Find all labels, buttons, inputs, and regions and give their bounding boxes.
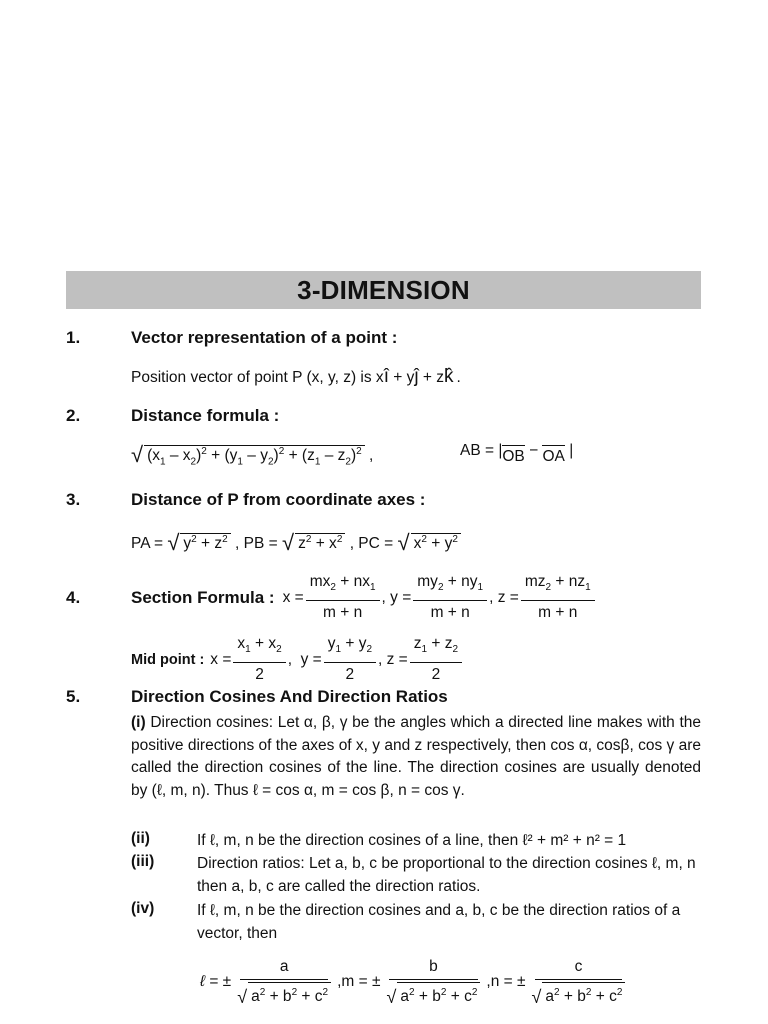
item-text: If ℓ, m, n be the direction cosines and a, b, c be the direction ratios of a vector, then: [197, 902, 681, 942]
text: |: [569, 442, 574, 459]
text: PA =: [131, 535, 164, 552]
axes-distance-formula: PA = √ $y^2 + z^2$ , PB = √ $z^2 + x^2$ , PC = √ $x^2 + y^2$: [131, 530, 461, 556]
section-formula: Section Formula : x = $\frac{mx_2 + nx_1}{m + n}$ , y = $\frac{my_2 + ny_1}{m + n}$ , z = $\frac{mz_2 + nz_1}{m + n}$: [131, 572, 597, 623]
text: AB = |: [460, 442, 503, 459]
text: + z: [418, 369, 445, 386]
section-number: 1.: [66, 328, 81, 347]
text: −: [529, 442, 539, 459]
vector-ob: OB: [502, 448, 525, 465]
title-banner: [66, 271, 701, 309]
midpoint-formula: Mid point : x = $\frac{x_1 + x_2}{2}$ , y = $\frac{y_1 + y_2}{2}$ , z = $\frac{z_1 + z_2}{2}$: [131, 634, 464, 685]
item-label: (ii): [131, 830, 150, 847]
item-text: Direction ratios: Let a, b, c be proportional to the direction cosines ℓ, m, n then a, b, c are called the direction ratios.: [197, 855, 696, 895]
section-number: 2.: [66, 406, 81, 425]
section-heading: Distance formula :: [131, 406, 280, 425]
item-label: (iv): [131, 900, 155, 917]
direction-cosines-paragraph: [131, 712, 701, 802]
paragraph-text: Direction cosines: Let α, β, γ be the angles which a directed line makes with the positive directions of the axes of x, y and z respectively, then cos α, cosβ, cos γ are called the direction cosines of the line. The direction cosines are usually denoted by (ℓ, m, n). Thus ℓ = cos α, m = cos β, n = cos γ.: [131, 714, 701, 799]
section-heading: Distance of P from coordinate axes :: [131, 490, 426, 509]
text: , PB =: [235, 535, 278, 552]
k-hat: k̂: [444, 366, 454, 387]
ab-vector-formula: [460, 440, 573, 466]
vector-oa: OA: [542, 448, 565, 465]
direction-cosine-formula: ℓ = ± $\frac{a}{√ a^2 + b^2 + c^2}$ ,m = ± $\frac{b}{√ a^2 + b^2 + c^2}$ ,n = ± $\frac{c}{√ a^2 + b^2 + c^2}$: [200, 957, 631, 1007]
section-heading: Section Formula :: [131, 587, 275, 607]
section-number: 3.: [66, 490, 81, 509]
text: , PC =: [349, 535, 394, 552]
section-number: 5.: [66, 687, 81, 706]
item-label: (i): [131, 714, 146, 731]
section-number: 4.: [66, 588, 81, 607]
i-hat: î: [383, 366, 389, 387]
item-label: (iii): [131, 853, 155, 870]
section-heading: Vector representation of a point :: [131, 328, 398, 347]
text: Position vector of point P (x, y, z) is x: [131, 369, 384, 386]
distance-formula: √ $(x_1 - x_2)^2 + (y_1 - y_2)^2 + (z_1 - z_2)^2$ ,: [131, 442, 374, 468]
section-heading: Direction Cosines And Direction Ratios: [131, 687, 448, 706]
page-title: 3-DIMENSION: [297, 274, 470, 305]
position-vector-text: [131, 366, 461, 388]
j-hat: ĵ: [414, 366, 419, 387]
item-text: If ℓ, m, n be the direction cosines of a line, then ℓ² + m² + n² = 1: [197, 832, 627, 849]
midpoint-label: Mid point :: [131, 651, 205, 668]
text: .: [456, 369, 461, 386]
text: + y: [388, 369, 415, 386]
